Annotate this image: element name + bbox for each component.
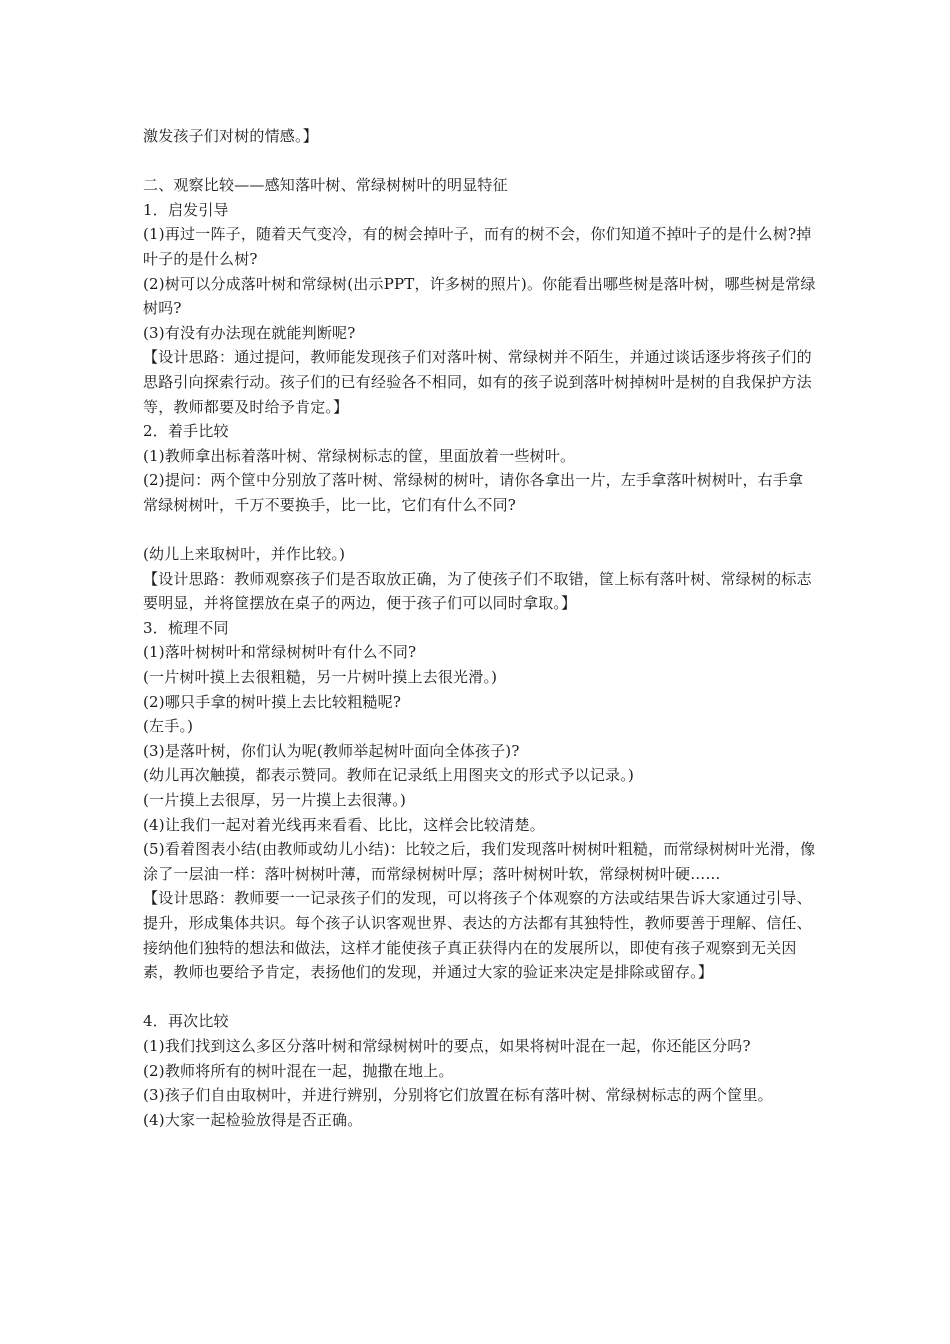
paragraph: (一片摸上去很厚，另一片摸上去很薄。) <box>143 791 407 810</box>
paragraph: (2)哪只手拿的树叶摸上去比较粗糙呢? <box>143 692 402 711</box>
paragraph: (1)落叶树树叶和常绿树树叶有什么不同? <box>143 643 417 662</box>
design-note: 【设计思路：通过提问，教师能发现孩子们对落叶树、常绿树并不陌生，并通过谈话逐步将孩子们的思路引向探索行动。孩子们的已有经验各不相同，如有的孩子说到落叶树掉树叶是树的自我保护方法等，教师都要及时给予肯定。】 <box>143 348 812 416</box>
section-heading: 二、观察比较——感知落叶树、常绿树树叶的明显特征 <box>143 176 508 195</box>
paragraph: (2)树可以分成落叶树和常绿树(出示PPT，许多树的照片)。你能看出哪些树是落叶树，哪些树是常绿树吗? <box>143 274 816 318</box>
paragraph: (1)我们找到这么多区分落叶树和常绿树树叶的要点，如果将树叶混在一起，你还能区分吗? <box>143 1036 751 1055</box>
subsection-heading: 4．再次比较 <box>143 1012 229 1031</box>
paragraph: (一片树叶摸上去很粗糙，另一片树叶摸上去很光滑。) <box>143 668 498 687</box>
paragraph: (左手。) <box>143 717 194 736</box>
subsection-heading: 1．启发引导 <box>143 200 229 219</box>
blank-line <box>143 985 818 1010</box>
document-body <box>143 124 818 1132</box>
design-note: 【设计思路：教师观察孩子们是否取放正确，为了使孩子们不取错，筐上标有落叶树、常绿树的标志要明显，并将筐摆放在桌子的两边，便于孩子们可以同时拿取。】 <box>143 569 812 613</box>
paragraph: (2)教师将所有的树叶混在一起，抛撒在地上。 <box>143 1061 454 1080</box>
paragraph: (3)是落叶树，你们认为呢(教师举起树叶面向全体孩子)? <box>143 741 520 760</box>
paragraph: (3)有没有办法现在就能判断呢? <box>143 323 356 342</box>
blank-line <box>143 149 818 174</box>
subsection-heading: 2．着手比较 <box>143 422 229 441</box>
paragraph: (4)大家一起检验放得是否正确。 <box>143 1110 363 1129</box>
paragraph: (3)孩子们自由取树叶，并进行辨别，分别将它们放置在标有落叶树、常绿树标志的两个筐里。 <box>143 1086 773 1105</box>
subsection-heading: 3．梳理不同 <box>143 618 229 637</box>
paragraph: (1)教师拿出标着落叶树、常绿树标志的筐，里面放着一些树叶。 <box>143 446 576 465</box>
paragraph: (5)看着图表小结(由教师或幼儿小结)：比较之后，我们发现落叶树树叶粗糙，而常绿树树叶光滑，像涂了一层油一样：落叶树树叶薄，而常绿树树叶厚；落叶树树叶软，常绿树树叶硬…… <box>143 840 816 883</box>
paragraph: (1)再过一阵子，随着天气变冷，有的树会掉叶子，而有的树不会，你们知道不掉叶子的是什么树?掉叶子的是什么树? <box>143 225 812 268</box>
blank-line <box>143 518 818 543</box>
design-note: 【设计思路：教师要一一记录孩子们的发现，可以将孩子个体观察的方法或结果告诉大家通过引导、提升，形成集体共识。每个孩子认识客观世界、表达的方法都有其独特性，教师要善于理解、信任、接纳他们独特的想法和做法，这样才能使孩子真正获得内在的发展所以，即使有孩子观察到无关因素，教师也要给予肯定，表扬他们的发现，并通过大家的验证来决定是排除或留存。】 <box>143 889 812 982</box>
paragraph: (2)提问：两个筐中分别放了落叶树、常绿树的树叶，请你各拿出一片，左手拿落叶树树叶，右手拿常绿树树叶，千万不要换手，比一比，它们有什么不同? <box>143 471 804 514</box>
paragraph: (4)让我们一起对着光线再来看看、比比，这样会比较清楚。 <box>143 815 545 834</box>
paragraph-continuation: 激发孩子们对树的情感。】 <box>143 127 318 145</box>
paragraph: (幼儿再次触摸，都表示赞同。教师在记录纸上用图夹文的形式予以记录。) <box>143 766 635 785</box>
paragraph: (幼儿上来取树叶，并作比较。) <box>143 545 346 564</box>
